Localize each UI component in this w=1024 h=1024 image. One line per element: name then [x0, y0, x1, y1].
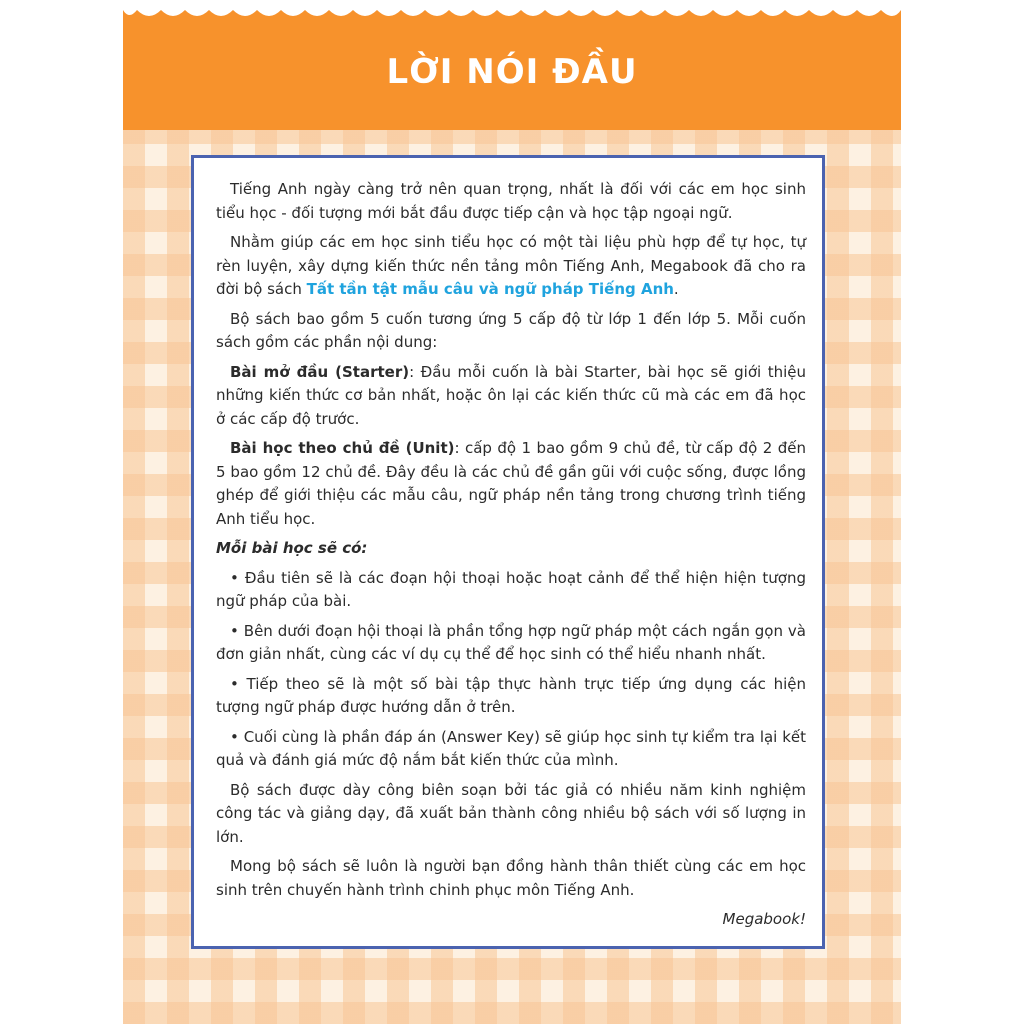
- book-page: [123, 0, 901, 1024]
- starter-text: : Đầu mỗi cuốn là bài Starter, bài học sẽ giới thiệu những kiến thức cơ bản nhất, hoặc ôn lại các kiến thức cũ mà các em đã học ở các cấp độ trước.: [216, 362, 806, 428]
- unit-label: Bài học theo chủ đề (Unit): [230, 439, 455, 457]
- paragraph-closing: Mong bộ sách sẽ luôn là người bạn đồng hành thân thiết cùng các em học sinh trên chuyến hành trình chinh phục môn Tiếng Anh.: [216, 857, 806, 899]
- page-title: LỜI NÓI ĐẦU: [386, 52, 638, 92]
- preface-content: [216, 178, 806, 938]
- signature: Megabook!: [722, 910, 806, 928]
- purpose-end: .: [673, 280, 679, 298]
- book-title-highlight: Tất tần tật mẫu câu và ngữ pháp Tiếng Anh: [306, 280, 674, 298]
- unit-text: : cấp độ 1 bao gồm 9 chủ đề, từ cấp độ 2 đến 5 bao gồm 12 chủ đề. Đây đều là các chủ đề gần gũi với cuộc sống, được lồng ghép để giới thiệu các mẫu câu, ngữ pháp nền tảng trong chương trình tiếng Anh tiểu học.: [216, 439, 806, 528]
- preface-card: [191, 155, 825, 949]
- bullet-item: • Bên dưới đoạn hội thoại là phần tổng hợp ngữ pháp một cách ngắn gọn và đơn giản nhất, cùng các ví dụ cụ thể để học sinh có thể hiểu nhanh nhất.: [216, 621, 806, 663]
- paragraph-unit: [216, 437, 806, 531]
- paragraph-purpose: [216, 231, 806, 302]
- bullet-item: • Đầu tiên sẽ là các đoạn hội thoại hoặc hoạt cảnh để thể hiện hiện tượng ngữ pháp của bài.: [216, 568, 806, 610]
- paragraph-intro: Tiếng Anh ngày càng trở nên quan trọng, nhất là đối với các em học sinh tiểu học - đối tượng mới bắt đầu được tiếp cận và học tập ngoại ngữ.: [216, 180, 806, 222]
- paragraph-author: Bộ sách được dày công biên soạn bởi tác giả có nhiều năm kinh nghiệm công tác và giảng dạy, đã xuất bản thành công nhiều bộ sách với số lượng in lớn.: [216, 780, 806, 846]
- scalloped-edge: [123, 0, 901, 22]
- starter-label: Bài mở đầu (Starter): [230, 362, 410, 381]
- paragraph-structure: Bộ sách bao gồm 5 cuốn tương ứng 5 cấp độ từ lớp 1 đến lớp 5. Mỗi cuốn sách gồm các phần nội dung:: [216, 309, 806, 351]
- bullet-item: • Tiếp theo sẽ là một số bài tập thực hành trực tiếp ứng dụng các hiện tượng ngữ pháp được hướng dẫn ở trên.: [216, 674, 806, 716]
- paragraph-starter: [216, 361, 806, 432]
- bullet-item: • Cuối cùng là phần đáp án (Answer Key) sẽ giúp học sinh tự kiểm tra lại kết quả và đánh giá mức độ nắm bắt kiến thức của mình.: [216, 727, 806, 769]
- purpose-text: Nhằm giúp các em học sinh tiểu học có một tài liệu phù hợp để tự học, tự rèn luyện, xây dựng kiến thức nền tảng môn Tiếng Anh, Megabook đã cho ra đời bộ sách: [216, 233, 806, 298]
- section-heading: Mỗi bài học sẽ có:: [216, 539, 368, 557]
- header-banner: [123, 0, 901, 130]
